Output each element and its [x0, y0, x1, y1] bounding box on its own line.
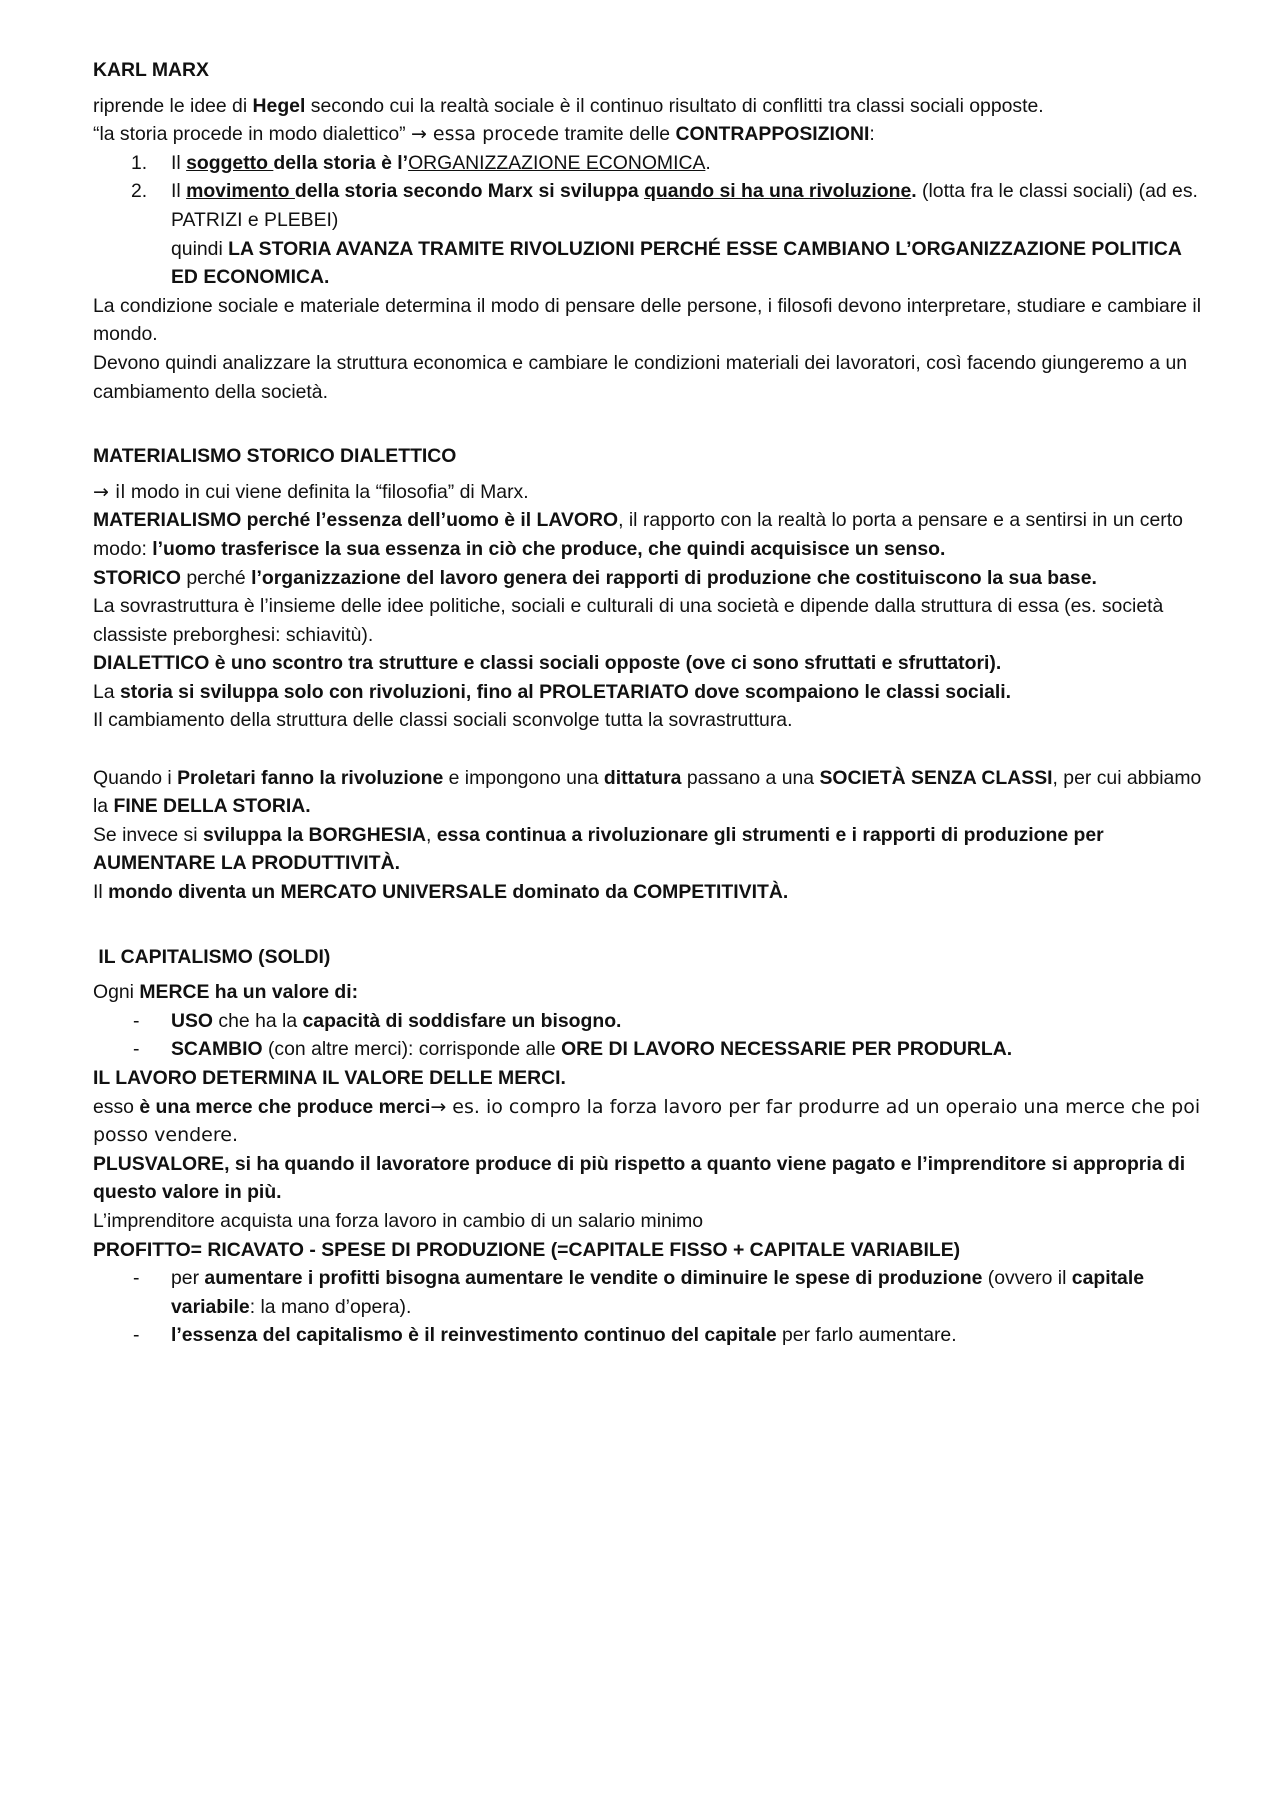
list-marker: 1. — [131, 151, 148, 174]
list-item — [93, 1264, 1203, 1321]
text: La — [93, 680, 120, 703]
document-content — [93, 56, 1203, 1350]
paragraph — [93, 821, 1203, 878]
text: modo in cui viene definita la “filosofia” di Marx. — [125, 480, 529, 503]
text: Il — [171, 151, 187, 174]
text-bold: ORE DI LAVORO NECESSARIE PER PRODURLA. — [561, 1038, 1013, 1061]
text: Il — [93, 881, 109, 904]
text-arrow: → es. io compro la forza lavoro per far produrre ad un operaio una merce che poi posso vendere. — [93, 1095, 1201, 1147]
paragraph: Il cambiamento della struttura delle classi sociali sconvolge tutta la sovrastruttura. — [93, 709, 793, 732]
text-bold: Proletari fanno la rivoluzione — [177, 766, 444, 789]
text-bold: CONTRAPPOSIZIONI — [675, 123, 870, 146]
text: , il rapporto con la realtà lo porta a pensare e a sentirsi in un certo modo: — [93, 509, 1183, 560]
paragraph: Devono quindi analizzare la struttura economica e cambiare le condizioni materiali dei lavoratori, così facendo giungeremo a un cambiamento della società. — [93, 351, 1188, 403]
paragraph — [93, 478, 1203, 507]
text: esso — [93, 1095, 140, 1118]
text-bold: Hegel — [252, 94, 306, 117]
paragraph — [93, 978, 1203, 1007]
text-bold: IL LAVORO DETERMINA IL VALORE DELLE MERCI. — [93, 1067, 566, 1089]
text-bold: MERCE ha un valore di: — [139, 981, 359, 1004]
text: “la storia procede in modo dialettico” — [93, 123, 411, 146]
text-bold: MATERIALISMO perché l’essenza dell’uomo è il LAVORO — [93, 509, 619, 532]
text: . — [705, 151, 711, 174]
paragraph-indented — [93, 235, 1203, 292]
text: per — [171, 1267, 205, 1290]
paragraph — [93, 649, 1203, 678]
text-arrow: → essa procede — [410, 123, 560, 146]
text: che ha la — [213, 1009, 303, 1032]
text-bold: mondo diventa un MERCATO UNIVERSALE dominato da COMPETITIVITÀ. — [108, 881, 789, 904]
text-bold-underline: soggetto — [186, 151, 274, 174]
paragraph — [93, 506, 1203, 563]
text-bold: è una merce che produce merci — [139, 1095, 431, 1118]
text: Quando i — [93, 766, 178, 789]
paragraph: L’imprenditore acquista una forza lavoro in cambio di un salario minimo — [93, 1209, 704, 1232]
text: (ovvero il — [982, 1267, 1072, 1290]
list-marker: - — [133, 1267, 140, 1290]
paragraph — [93, 878, 1203, 907]
list-item — [93, 1007, 1203, 1036]
text-bold: sviluppa la BORGHESIA — [202, 823, 426, 846]
spacer — [93, 735, 1203, 764]
text-bold: PROFITTO= RICAVATO - SPESE DI PRODUZIONE (=CAPITALE FISSO + CAPITALE VARIABILE) — [93, 1238, 961, 1261]
text-bold: dittatura — [603, 766, 682, 789]
text: : la mano d’opera). — [249, 1295, 412, 1318]
paragraph — [93, 1150, 1203, 1207]
text-bold: capacità di soddisfare un bisogno. — [302, 1009, 622, 1032]
paragraph — [93, 1236, 1203, 1265]
list-marker: 2. — [131, 180, 148, 203]
list-item — [93, 149, 1203, 178]
text: per farlo aumentare. — [776, 1324, 957, 1347]
paragraph — [93, 564, 1203, 593]
text-bold: DIALETTICO è uno scontro tra strutture e classi sociali opposte (ove ci sono sfruttati e sfruttatori). — [93, 652, 1002, 675]
paragraph — [93, 92, 1203, 121]
paragraph — [93, 764, 1203, 821]
text-bold: essa continua a rivoluzionare gli strumenti e i rapporti di produzione per AUMENTARE LA PRODUTTIVITÀ. — [93, 823, 1104, 875]
text-bold: USO — [171, 1009, 214, 1032]
paragraph: La sovrastruttura è l’insieme delle idee politiche, sociali e culturali di una società e dipende dalla struttura di essa (es. società classiste preborghesi: schiavitù). — [93, 595, 1164, 646]
text-bold: della storia è l’ — [273, 151, 409, 174]
text-arrow: → il — [93, 480, 126, 503]
text: Ogni — [93, 981, 140, 1004]
text: quindi — [171, 237, 229, 260]
text-bold: l’essenza del capitalismo è il reinvestimento continuo del capitale — [171, 1324, 777, 1347]
paragraph — [93, 120, 1203, 149]
spacer — [93, 406, 1203, 442]
text: tramite delle — [559, 123, 676, 146]
section-title-karl-marx: KARL MARX — [93, 59, 209, 81]
paragraph: La condizione sociale e materiale determina il modo di pensare delle persone, i filosofi devono interpretare, studiare e cambiare il mondo. — [93, 294, 1202, 346]
text: Se invece si — [93, 823, 203, 846]
text: riprende le idee di — [93, 94, 253, 117]
text-bold: capitale variabile — [171, 1267, 1145, 1318]
text-bold: SOCIETÀ SENZA CLASSI — [819, 766, 1053, 789]
text-bold: PLUSVALORE, si ha quando il lavoratore produce di più rispetto a quanto viene pagato e l’imprenditore si appropria di questo valore in più. — [93, 1152, 1186, 1204]
text-bold: STORICO — [93, 566, 181, 589]
text-bold: . — [911, 180, 917, 203]
text-bold: storia si sviluppa solo con rivoluzioni, fino al PROLETARIATO dove scompaiono le classi sociali. — [119, 680, 1012, 703]
text: perché — [181, 566, 252, 589]
text-bold-underline: movimento — [186, 180, 295, 203]
paragraph — [93, 678, 1203, 707]
bullet-list — [93, 1007, 1203, 1064]
list-marker: - — [133, 1324, 140, 1347]
list-marker: - — [133, 1009, 140, 1032]
section-title-materialismo: MATERIALISMO STORICO DIALETTICO — [93, 445, 457, 468]
text-bold: aumentare i profitti bisogna aumentare le vendite o diminuire le spese di produzione — [204, 1267, 983, 1290]
text-bold: della storia secondo Marx si sviluppa — [294, 180, 645, 203]
numbered-list — [93, 149, 1203, 235]
paragraph — [93, 1064, 1203, 1093]
text: passano a una — [681, 766, 820, 789]
paragraph — [93, 1093, 1203, 1150]
text-bold: LA STORIA AVANZA TRAMITE RIVOLUZIONI PERCHÉ ESSE CAMBIANO L’ORGANIZZAZIONE POLITICA ED ECONOMICA. — [171, 237, 1182, 289]
text: (lotta fra le classi sociali) (ad es. PATRIZI e PLEBEI) — [171, 180, 1198, 231]
text: , — [425, 823, 437, 846]
list-item — [93, 177, 1203, 234]
text: (con altre merci): corrisponde alle — [262, 1038, 562, 1061]
text-bold: FINE DELLA STORIA. — [113, 795, 311, 818]
bullet-list — [93, 1264, 1203, 1350]
list-item — [93, 1035, 1203, 1064]
list-marker: - — [133, 1038, 140, 1061]
text-underline: ORGANIZZAZIONE ECONOMICA — [408, 151, 706, 174]
text: , per cui abbiamo la — [93, 766, 1202, 818]
section-title-capitalismo: IL CAPITALISMO (SOLDI) — [93, 945, 331, 968]
spacer — [93, 907, 1203, 943]
text: e impongono una — [443, 766, 604, 789]
text: secondo cui la realtà sociale è il continuo risultato di conflitti tra classi sociali opposte. — [305, 94, 1044, 117]
text: Il — [171, 180, 187, 203]
text-bold: l’organizzazione del lavoro genera dei rapporti di produzione che costituiscono la sua base. — [251, 566, 1097, 589]
text-bold: l’uomo trasferisce la sua essenza in ciò che produce, che quindi acquisisce un senso. — [152, 537, 946, 560]
text-bold-underline: quando si ha una rivoluzione — [644, 180, 912, 203]
text: : — [869, 123, 875, 146]
text-bold: SCAMBIO — [171, 1038, 263, 1061]
list-item — [93, 1321, 1203, 1350]
